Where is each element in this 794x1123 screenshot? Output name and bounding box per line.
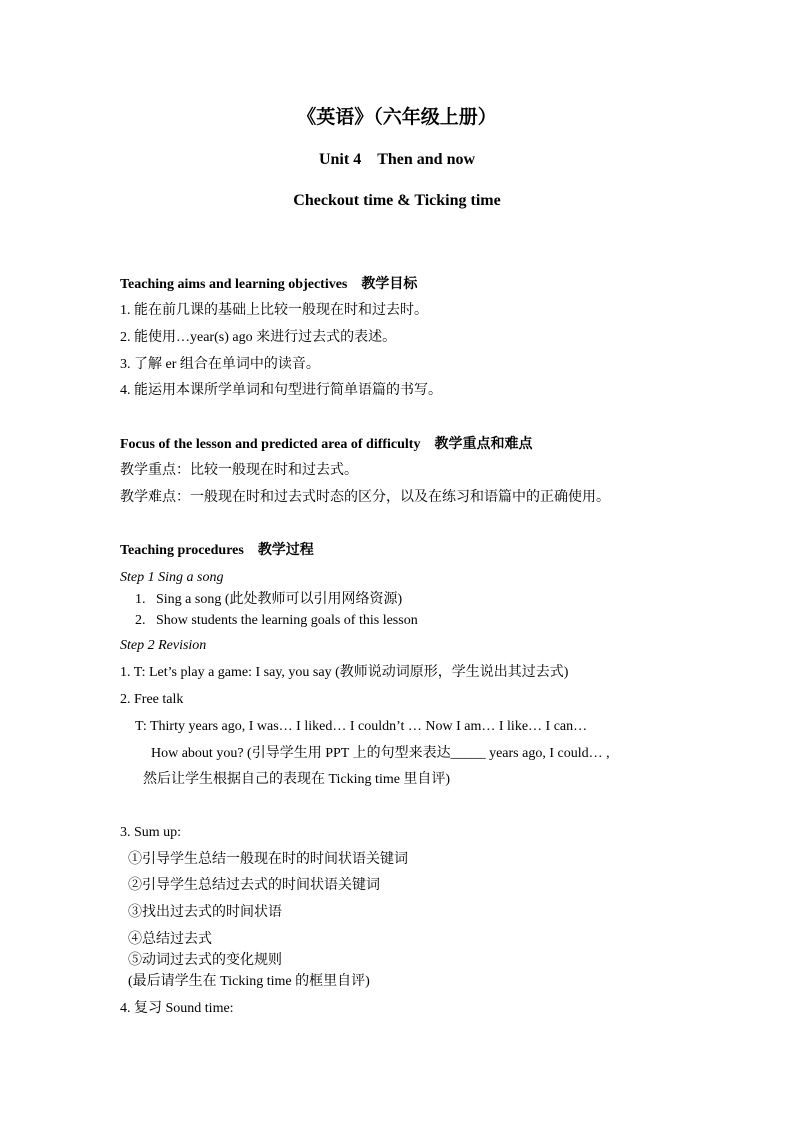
sum-up-item: ②引导学生总结过去式的时间状语关键词	[128, 878, 380, 893]
sum-up-item: ⑤动词过去式的变化规则	[128, 953, 282, 968]
document-title: 《英语》（六年级上册）	[297, 107, 497, 128]
sum-up-item: ①引导学生总结一般现在时的时间状语关键词	[128, 852, 408, 867]
free-talk-line: T: Thirty years ago, I was… I liked… I couldn’t … Now I am… I like… I can…	[135, 719, 588, 734]
step-1-item: 1. Sing a song (此处教师可以引用网络资源)	[135, 592, 403, 607]
review-heading: 4. 复习 Sound time:	[120, 1001, 234, 1016]
sum-up-item: ③找出过去式的时间状语	[128, 905, 282, 920]
free-talk-line: 然后让学生根据自己的表现在 Ticking time 里自评)	[143, 772, 451, 787]
sum-up-heading: 3. Sum up:	[120, 825, 182, 840]
step-1-item: 2. Show students the learning goals of this lesson	[135, 613, 418, 628]
focus-heading: Focus of the lesson and predicted area of difficulty 教学重点和难点	[120, 437, 533, 452]
revision-item: 2. Free talk	[120, 692, 184, 707]
aims-item: 3. 了解 er 组合在单词中的读音。	[120, 357, 320, 372]
procedures-heading: Teaching procedures 教学过程	[120, 543, 314, 558]
lesson-title: Checkout time & Ticking time	[293, 192, 501, 209]
aims-item: 2. 能使用…year(s) ago 来进行过去式的表述。	[120, 330, 397, 345]
free-talk-line: How about you? (引导学生用 PPT 上的句型来表达_____ years ago, I could… ,	[151, 746, 610, 761]
step-1-heading: Step 1 Sing a song	[120, 570, 224, 585]
sum-up-item: ④总结过去式	[128, 932, 212, 947]
step-2-heading: Step 2 Revision	[120, 638, 207, 653]
sum-up-note: (最后请学生在 Ticking time 的框里自评)	[128, 974, 370, 989]
focus-key-point: 教学重点：比较一般现在时和过去式。	[120, 463, 358, 478]
aims-heading: Teaching aims and learning objectives 教学目标	[120, 277, 418, 292]
unit-title: Unit 4 Then and now	[318, 151, 476, 168]
focus-difficulty: 教学难点：一般现在时和过去式时态的区分，以及在练习和语篇中的正确使用。	[120, 490, 610, 505]
aims-item: 4. 能运用本课所学单词和句型进行简单语篇的书写。	[120, 383, 442, 398]
aims-item: 1. 能在前几课的基础上比较一般现在时和过去时。	[120, 303, 428, 318]
revision-item: 1. T: Let’s play a game: I say, you say (教师说动词原形，学生说出其过去式)	[120, 665, 569, 680]
